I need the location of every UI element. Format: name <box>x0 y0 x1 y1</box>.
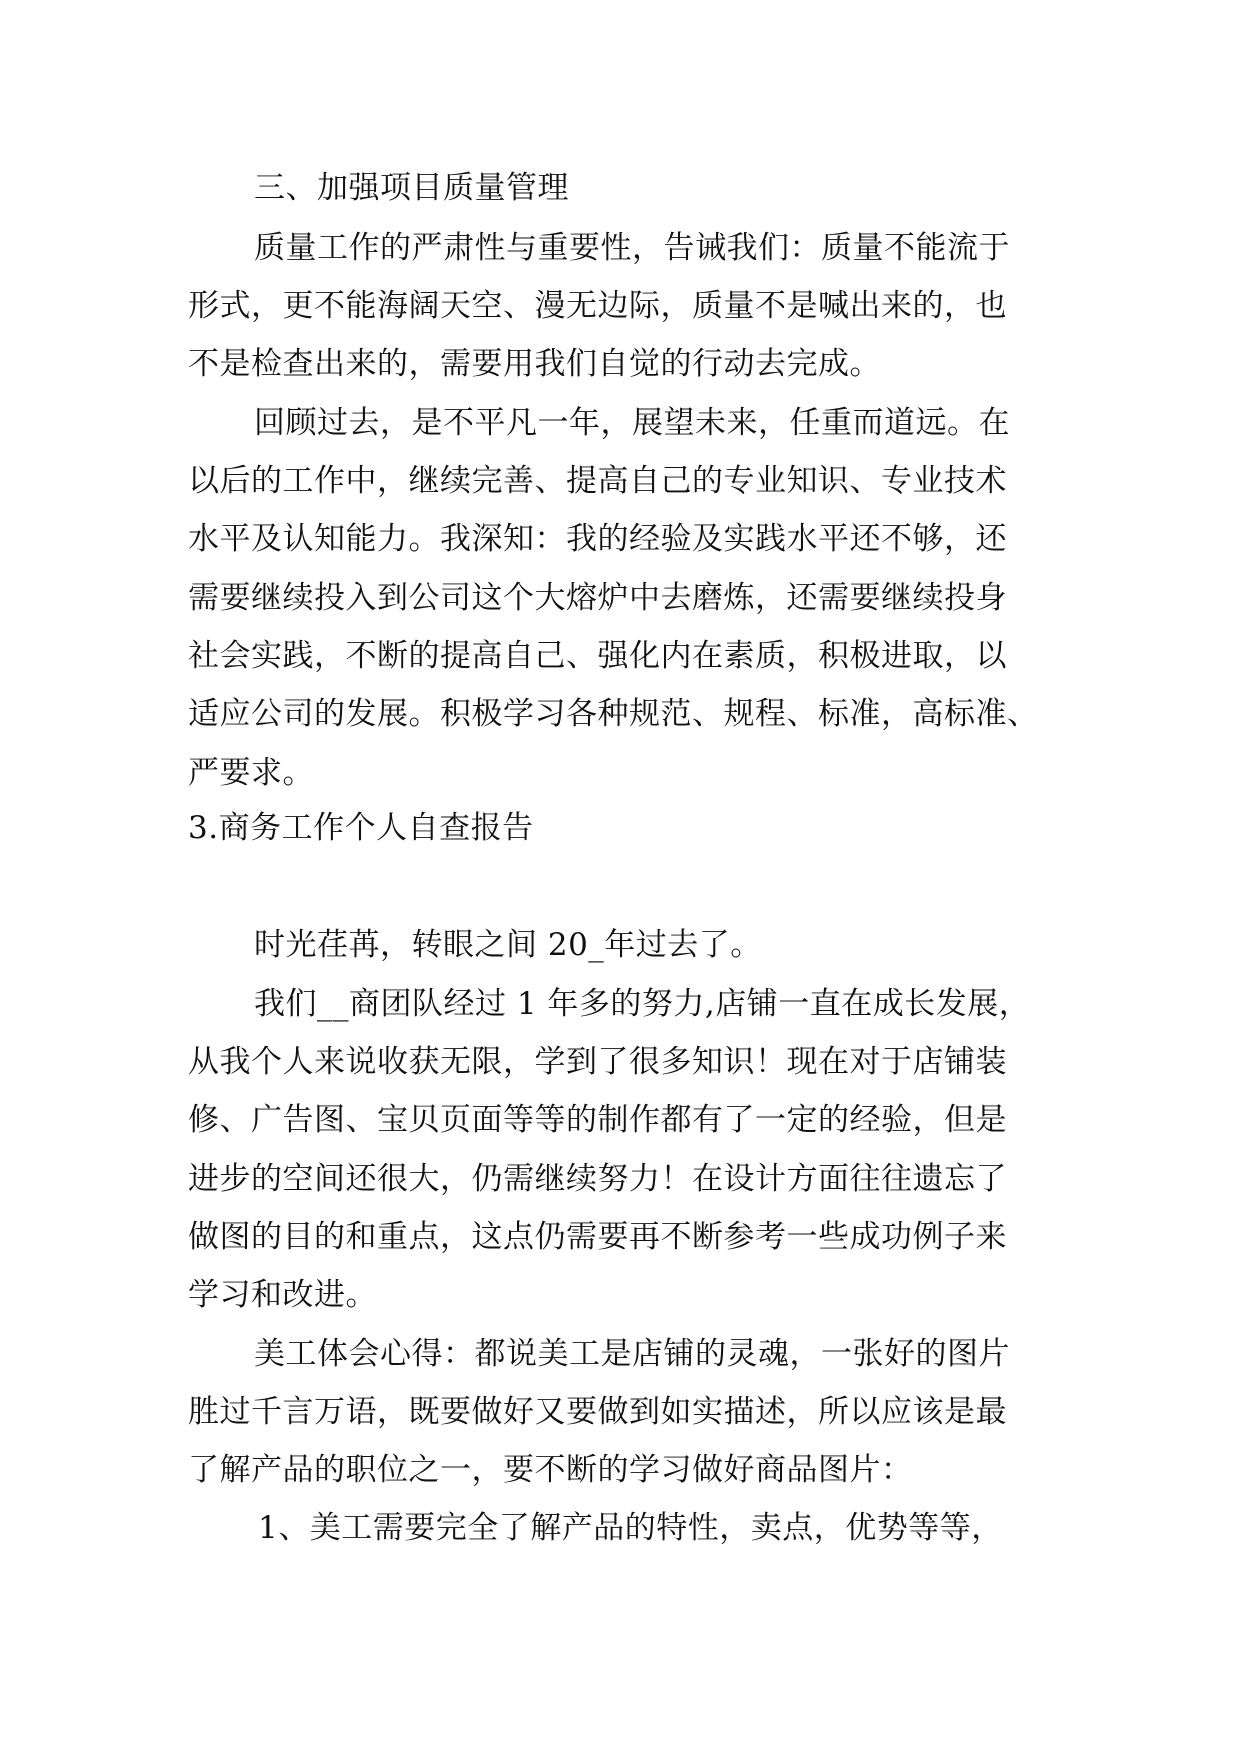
report-title: 3.商务工作个人自查报告 <box>188 810 534 846</box>
paragraph-line: 社会实践，不断的提高自己、强化内在素质，积极进取，以 <box>188 638 1007 674</box>
paragraph-line: 进步的空间还很大，仍需继续努力！在设计方面往往遗忘了 <box>188 1161 1007 1197</box>
paragraph-line: 不是检查出来的，需要用我们自觉的行动去完成。 <box>188 346 881 382</box>
paragraph-line: 学习和改进。 <box>188 1277 377 1313</box>
paragraph-line: 形式，更不能海阔天空、漫无边际，质量不是喊出来的，也 <box>188 288 1007 324</box>
paragraph-line: 胜过千言万语，既要做好又要做到如实描述，所以应该是最 <box>188 1394 1007 1430</box>
paragraph-line: 美工体会心得：都说美工是店铺的灵魂，一张好的图片 <box>254 1336 1010 1372</box>
paragraph-line: 我们__商团队经过 1 年多的努力,店铺一直在成长发展， <box>254 986 1031 1022</box>
paragraph-line: 需要继续投入到公司这个大熔炉中去磨炼，还需要继续投身 <box>188 580 1007 616</box>
paragraph-line: 做图的目的和重点，这点仍需要再不断参考一些成功例子来 <box>188 1219 1007 1255</box>
paragraph-line: 时光荏苒，转眼之间 20_年过去了。 <box>254 927 762 963</box>
paragraph-line: 适应公司的发展。积极学习各种规范、规程、标准，高标准、 <box>188 696 1039 732</box>
paragraph-line: 水平及认知能力。我深知：我的经验及实践水平还不够，还 <box>188 521 1007 557</box>
paragraph-line: 质量工作的严肃性与重要性，告诫我们：质量不能流于 <box>254 230 1010 266</box>
paragraph-line: 严要求。 <box>188 755 314 791</box>
paragraph-line: 了解产品的职位之一，要不断的学习做好商品图片： <box>188 1452 913 1488</box>
list-item-line: 1、美工需要完全了解产品的特性，卖点，优势等等， <box>258 1510 1003 1546</box>
paragraph-line: 从我个人来说收获无限，学到了很多知识！现在对于店铺装 <box>188 1044 1007 1080</box>
paragraph-line: 回顾过去，是不平凡一年，展望未来，任重而道远。在 <box>254 405 1010 441</box>
paragraph-line: 修、广告图、宝贝页面等等的制作都有了一定的经验，但是 <box>188 1102 1007 1138</box>
section-heading-quality-management: 三、加强项目质量管理 <box>254 170 569 206</box>
paragraph-line: 以后的工作中，继续完善、提高自己的专业知识、专业技术 <box>188 463 1007 499</box>
